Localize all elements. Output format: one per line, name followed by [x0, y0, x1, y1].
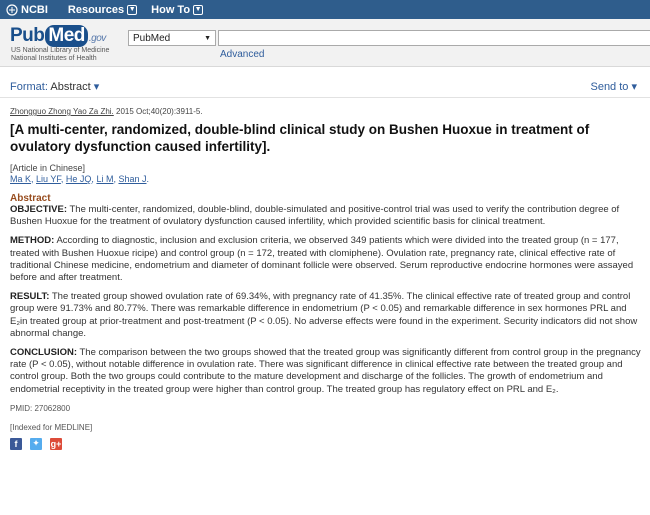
chevron-down-icon: ▼	[128, 6, 136, 13]
abstract-objective	[10, 204, 642, 228]
article-content	[10, 107, 642, 450]
dropdown-arrow-icon: ▼	[204, 34, 211, 42]
section-label: RESULT:	[10, 291, 50, 303]
twitter-icon[interactable]	[30, 438, 42, 450]
chevron-down-icon: ▼	[194, 6, 202, 13]
ncbi-top-bar	[0, 0, 650, 19]
author-link[interactable]: Ma K	[10, 174, 32, 184]
author-link[interactable]: He JQ	[65, 174, 92, 184]
caret-down-icon: ▾	[631, 81, 637, 93]
section-label: METHOD:	[10, 235, 55, 247]
author-link[interactable]: Shan J	[118, 174, 147, 184]
abstract-method	[10, 235, 642, 284]
google-plus-glyph: g+	[50, 438, 62, 449]
caret-down-icon: ▾	[93, 81, 100, 93]
how-to-menu[interactable]	[151, 4, 203, 16]
pubmed-logo-gov: .gov	[88, 33, 106, 44]
how-to-menu-label: How To	[151, 3, 191, 16]
send-to-label: Send to	[590, 81, 629, 93]
google-plus-icon[interactable]	[50, 438, 62, 450]
journal-link[interactable]: Zhongguo Zhong Yao Za Zhi.	[10, 107, 114, 116]
facebook-icon[interactable]	[10, 438, 22, 450]
database-select-value: PubMed	[133, 32, 171, 44]
section-label: OBJECTIVE:	[10, 204, 68, 215]
nlm-attribution[interactable]	[11, 47, 109, 63]
pubmed-logo-med: Med	[45, 25, 88, 47]
author-link[interactable]: Liu YF	[36, 174, 61, 184]
indexed-note: [Indexed for MEDLINE]	[10, 422, 93, 432]
nlm-line-2: National Institutes of Health	[11, 55, 97, 62]
resources-menu[interactable]	[68, 4, 137, 16]
citation-date: 2015 Oct;40(20):3911-5.	[116, 107, 203, 116]
ncbi-logo-text: NCBI	[21, 3, 48, 16]
format-label: Format:	[10, 81, 48, 93]
format-selector[interactable]	[10, 80, 99, 93]
abstract-result	[10, 291, 642, 340]
pubmed-logo[interactable]	[10, 25, 106, 47]
author-list: Ma K, Liu YF, He JQ, Li M, Shan J.	[10, 174, 150, 184]
section-text: The treated group showed ovulation rate of 69.34%, with pregnancy rate of 41.35%. The clinical effective rate of treated group and control group were 91.73% and 80.77%. There was remarkable difference in endometrium (P < 0.05) and remarkable difference in sex hormones PRL and E₂in treated group at prior-treatment and post-treatment (P < 0.05). No adverse effects were found in the experiment. Security indicators did not show abnormal change.	[10, 291, 638, 339]
section-text: According to diagnostic, inclusion and exclusion criteria, we observed 349 patients which were divided into the treated group (n = 177, treated with Bushen Huoxue ricipe) and control group (n = 172, treated with clomiphene). Ovulation rate, pregnancy rate, clinical effective rate of traditional Chinese medicine, endometrium and diameter of dominant follicle were observed. Serum reproductive endocrine hormones were assayed before and after treatment.	[10, 235, 634, 284]
divider	[0, 97, 650, 98]
resources-menu-label: Resources	[67, 3, 125, 16]
format-value: Abstract	[50, 81, 91, 93]
search-input[interactable]	[218, 30, 650, 46]
database-select[interactable]	[128, 30, 216, 46]
author-link[interactable]: Li M	[96, 174, 114, 184]
ncbi-logo-icon	[6, 4, 18, 16]
section-text: The comparison between the two groups showed that the treated group was significantly different from control group in the pregnancy rate (P < 0.05), without notable difference in ovulation rate. There was significant difference in clinical effective rate between the treated group and control group. Both the two groups could contribute to the mature development and discharge of the follicles. The growth of endometrium and endometrial receptivity in the treated group were higher than control group. The treated group has regulatory effect on PRL and E₂.	[10, 347, 641, 395]
send-to-menu[interactable]	[590, 80, 637, 93]
facebook-glyph: f	[14, 438, 18, 449]
social-share	[10, 438, 642, 450]
section-label: CONCLUSION:	[10, 347, 78, 359]
abstract-heading: Abstract	[10, 193, 51, 204]
pubmed-header	[0, 19, 650, 67]
pubmed-logo-pub: Pub	[10, 25, 45, 46]
twitter-glyph: ✦	[32, 438, 40, 449]
section-text: The multi-center, randomized, double-blind, double-simulated and positive-control trial was used to verify the contribution degree of Bushen Huoxue for the treatment of ovulatory dysfunction caused infertility, which provided scientific basis for clinical treatment.	[10, 204, 620, 228]
citation	[10, 107, 642, 116]
pmid: PMID: 27062800	[10, 403, 71, 413]
advanced-search-link[interactable]: Advanced	[220, 49, 265, 60]
nlm-line-1: US National Library of Medicine	[11, 47, 110, 54]
abstract-conclusion	[10, 347, 642, 396]
ncbi-logo[interactable]	[6, 4, 48, 16]
language-note: [Article in Chinese]	[10, 163, 86, 173]
article-title: [A multi-center, randomized, double-blind clinical study on Bushen Huoxue in treatment of ovulatory dysfunction caused infertility].	[10, 122, 590, 154]
